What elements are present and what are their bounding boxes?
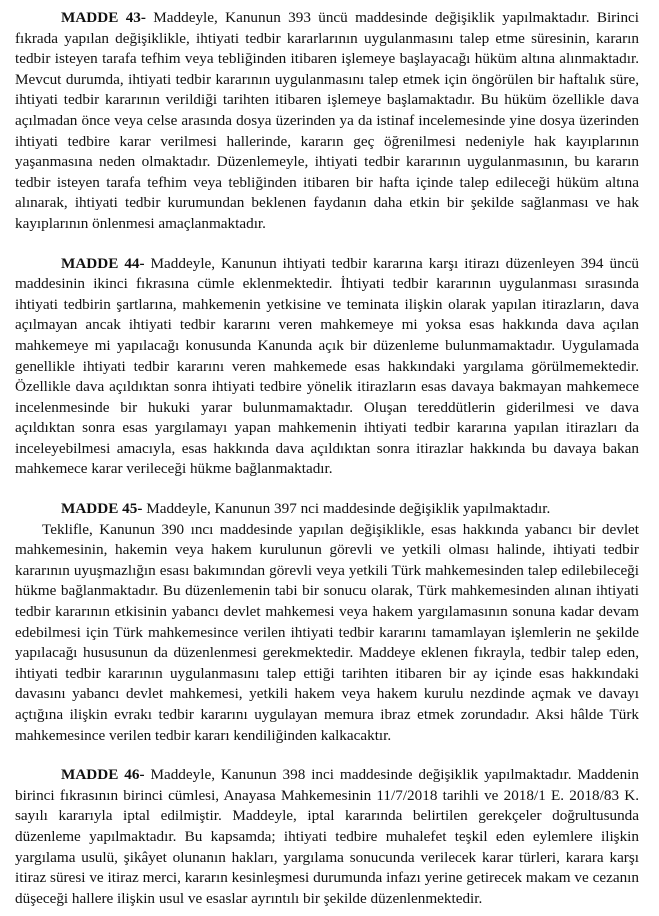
- article-45-text-2: Teklifle, Kanunun 390 ıncı maddesinde yapılan değişiklikle, esas hakkında yabancı bir devlet mahkemesinin, hakemin veya hakem kurulunun görevli ve yetkili olması halinde, ihtiyati tedbir kararının uyuşmazlığın esası bakımından görevli veya yetkili Türk mahkemesinden talep edilebileceği hükme bağlanmaktadır. Bu düzenlemenin tabi bir sonucu olarak, Türk mahkemesinden alınan ihtiyati tedbir kararının etkisinin yabancı devlet mahkemesi veya hakem yargılamasının sonuna kadar devam edebilmesi için Türk mahkemesince verilen ihtiyati tedbir kararını tamamlayan işlemlerin ne şekilde yapılacağı hususunun da düzenlenmesi gerekmektedir. Maddeye eklenen fıkrayla, tedbir talep eden, ihtiyati tedbir kararının uygulanmasını talep ettiği tarihten itibaren bir ay içinde esas hakkındaki davasını yabancı devlet mahkemesi, yetkili hakem veya hakem kurulu nezdinde açmak ve davayı açtığına ilişkin evrakı tedbir kararını uygulayan memura ibraz etmek zorundadır. Aksi hâlde Türk mahkemesince verilen tedbir kararı kendiliğinden kalkacaktır.: [15, 520, 639, 744]
- article-46: [15, 765, 639, 909]
- article-45-text-1: Maddeyle, Kanunun 397 nci maddesinde değişiklik yapılmaktadır.: [146, 500, 551, 518]
- article-44: [15, 254, 639, 481]
- article-45: [15, 499, 639, 746]
- article-46-paragraph: [15, 765, 639, 909]
- article-44-paragraph: [15, 254, 639, 481]
- article-44-heading: MADDE 44-: [61, 254, 145, 272]
- article-45-heading: MADDE 45-: [61, 500, 143, 518]
- article-43-text: Maddeyle, Kanunun 393 üncü maddesinde değişiklik yapılmaktadır. Birinci fıkrada yapılan değişiklikle, ihtiyati tedbir kararlarının uygulanmasını talep etme süresinin, kararın tedbir isteyen tarafa tefhim veya tebliğinden itibaren işlemeye başlayacağı hüküm altına alınmaktadır. Mevcut durumda, ihtiyati tedbir kararının uygulanmasını talep etmek için öngörülen bir haftalık süre, ihtiyati tedbir kararının verildiği tarihten itibaren işlemeye başlamaktadır. Bu hüküm özellikle dava açılmadan önce veya celse arasında dosya üzerinden ya da istinaf incelemesinde yine dosya üzerinden ihtiyati tedbire karar verilmesi hallerinde, kararın geç öğrenilmesi nedeniyle hak kayıplarının yaşanmasına neden olmaktadır. Düzenlemeyle, ihtiyati tedbir kararının uygulanmasının, bu kararın tedbir isteyen tarafa tefhim veya tebliğinden itibaren bir hafta içinde talep edileceği hüküm altına alınarak, ihtiyati tedbir kurumundan beklenen faydanın daha etkin bir şekilde sağlanması ve hak kayıplarının önlenmesi amaçlanmaktadır.: [15, 9, 640, 232]
- article-46-text: Maddeyle, Kanunun 398 inci maddesinde değişiklik yapılmaktadır. Maddenin birinci fıkrasının birinci cümlesi, Anayasa Mahkemesinin 11/7/2018 tarihli ve 2018/1 E. 2018/83 K. sayılı kararıyla iptal edilmiştir. Maddeyle, iptal kararında belirtilen gerekçeler doğrultusunda düzenleme yapılmaktadır. Bu kapsamda; ihtiyati tedbire muhalefet teşkil eden eylemlere ilişkin yargılama usulü, şikâyet olunanın hakları, yargılama sonucunda verilecek karar türleri, karara karşı itiraz süresi ve itiraz merci, kararın kesinleşmesi durumunda infazı yerine getirecek makam ve cezanın düşeceği hallere ilişkin usul ve esaslar ayrıntılı bir şekilde düzenlenmektedir.: [15, 766, 639, 907]
- article-46-heading: MADDE 46-: [61, 766, 145, 784]
- article-45-paragraph-2: [15, 520, 639, 747]
- article-45-paragraph-1: [15, 499, 639, 520]
- article-43-paragraph: [15, 8, 639, 235]
- article-43: [15, 8, 639, 235]
- article-44-text: Maddeyle, Kanunun ihtiyati tedbir kararına karşı itirazı düzenleyen 394 üncü maddesinin ikinci fıkrasına cümle eklenmektedir. İhtiyati tedbir kararının uygulanması sırasında ihtiyati tedbirin şartlarına, mahkemenin yetkisine ve teminata ilişkin olarak yapılan itirazların, dava açılmayan ancak ihtiyati tedbir kararını veren mahkemeye mi yoksa esas hakkında dava açılan mahkemeye mi yapılacağı konusunda Kanunda açık bir düzenleme bulunmamaktadır. Uygulamada genellikle ihtiyati tedbir kararını veren mahkemede esas hakkındaki yargılama görülmemektedir. Özellikle dava açıldıktan sonra ihtiyati tedbire yönelik itirazların esas davaya bakmayan mahkemece incelenmesinde bir hukuki yarar bulunmamaktadır. Oluşan tereddütlerin giderilmesi ve dava açıldıktan sonra esas yargılamayı yapan mahkemenin ihtiyati tedbir kararına yapılan itirazları da inceleyebilmesi amacıyla, esas hakkında dava açıldıktan sonra itirazlar hakkında bu davaya bakan mahkemece karar verileceği hükme bağlanmaktadır.: [15, 254, 639, 478]
- article-43-heading: MADDE 43-: [61, 9, 146, 26]
